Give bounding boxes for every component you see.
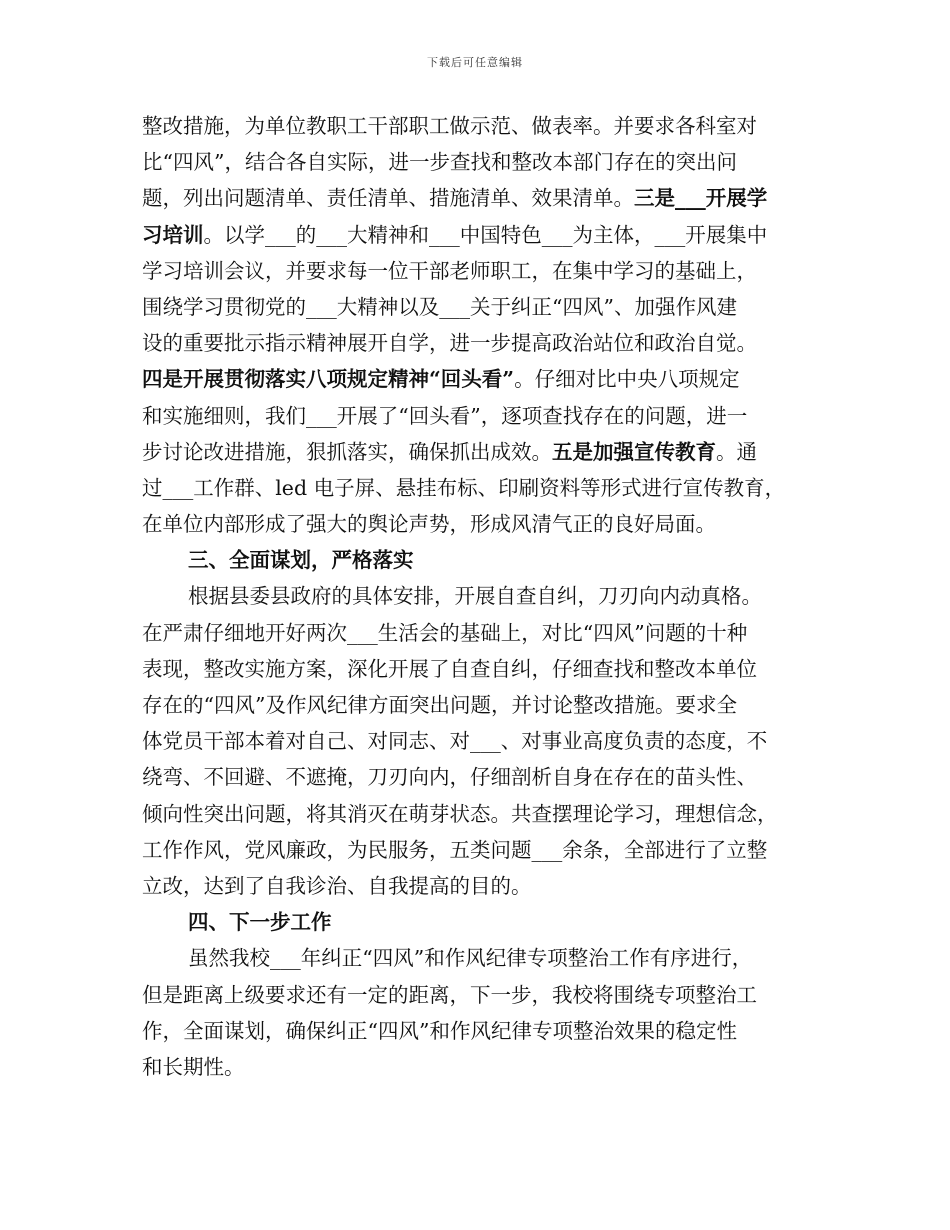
body-text: 步讨论改进措施，狠抓落实，确保抓出成效。 bbox=[142, 439, 552, 464]
text-line bbox=[142, 759, 832, 795]
text-line bbox=[142, 651, 832, 687]
body-text: 比“四风”，结合各自实际，进一步查找和整改本部门存在的突出问 bbox=[142, 150, 737, 175]
text-line bbox=[142, 1049, 832, 1085]
body-text: 过___工作群、led 电子屏、悬挂布标、印刷资料等形式进行宣传教育， bbox=[142, 475, 786, 500]
text-line bbox=[142, 868, 832, 904]
body-text: 立改，达到了自我诊治、自我提高的目的。 bbox=[142, 873, 532, 898]
body-text: 围绕学习贯彻党的___大精神以及___关于纠正“四风”、加强作风建 bbox=[142, 294, 737, 319]
text-line bbox=[142, 687, 832, 723]
bold-text: 习培训 bbox=[142, 222, 204, 247]
body-text: 作，全面谋划，确保纠正“四风”和作风纪律专项整治效果的稳定性 bbox=[142, 1018, 737, 1043]
body-text: 工作作风，党风廉政，为民服务，五类问题___余条，全部进行了立整 bbox=[142, 837, 768, 862]
body-text: 倾向性突出问题，将其消灭在萌芽状态。共查摆理论学习，理想信念， bbox=[142, 801, 778, 826]
text-line bbox=[142, 615, 832, 651]
page-header: 下载后可任意编辑 bbox=[427, 56, 523, 69]
body-text: 存在的“四风”及作风纪律方面突出问题，并讨论整改措施。要求全 bbox=[142, 693, 737, 717]
text-line bbox=[142, 578, 832, 614]
text-line bbox=[142, 723, 832, 759]
text-line bbox=[142, 108, 832, 144]
body-text: 绕弯、不回避、不遮掩，刀刃向内，仔细剖析自身在存在的苗头性、 bbox=[142, 765, 757, 790]
body-text: 题，列出问题清单、责任清单、措施清单、效果清单。 bbox=[142, 186, 634, 211]
text-line bbox=[142, 289, 832, 325]
text-line bbox=[142, 470, 832, 506]
text-line bbox=[142, 217, 832, 253]
text-line bbox=[142, 542, 832, 578]
text-line bbox=[142, 253, 832, 289]
body-text: 但是距离上级要求还有一定的距离，下一步，我校将围绕专项整治工 bbox=[142, 982, 757, 1007]
text-line bbox=[142, 325, 832, 361]
text-line bbox=[142, 796, 832, 832]
text-line bbox=[142, 506, 832, 542]
body-text: 和长期性。 bbox=[142, 1054, 245, 1079]
bold-text: 三、全面谋划，严格落实 bbox=[188, 548, 414, 573]
text-line bbox=[142, 977, 832, 1013]
text-line bbox=[142, 1013, 832, 1049]
bold-text: 四是开展贯彻落实八项规定精神“回头看” bbox=[142, 367, 515, 392]
body-text: 在单位内部形成了强大的舆论声势，形成风清气正的良好局面。 bbox=[142, 512, 716, 537]
body-text: 表现，整改实施方案，深化开展了自查自纠，仔细查找和整改本单位 bbox=[142, 656, 757, 681]
body-text: 整改措施，为单位教职工干部职工做示范、做表率。并要求各科室对 bbox=[142, 114, 757, 138]
text-line bbox=[142, 832, 832, 868]
text-line bbox=[142, 144, 832, 180]
bold-text: 五是加强宣传教育 bbox=[552, 439, 716, 464]
text-line bbox=[142, 361, 832, 397]
text-line bbox=[142, 904, 832, 940]
body-text: 虽然我校___年纠正“四风”和作风纪律专项整治工作有序进行， bbox=[188, 946, 753, 971]
text-line bbox=[142, 940, 832, 976]
body-text: 学习培训会议，并要求每一位干部老师职工，在集中学习的基础上， bbox=[142, 258, 757, 283]
text-line bbox=[142, 398, 832, 434]
body-text: 根据县委县政府的具体安排，开展自查自纠，刀刃向内动真格。 bbox=[188, 584, 762, 609]
bold-text: 四、下一步工作 bbox=[188, 910, 332, 935]
document-body bbox=[142, 108, 832, 1085]
bold-text: 三是___开展学 bbox=[634, 186, 768, 211]
body-text: 。仔细对比中央八项规定 bbox=[514, 367, 740, 392]
body-text: 在严肃仔细地开好两次___生活会的基础上，对比“四风”问题的十种 bbox=[142, 620, 748, 645]
body-text: 。以学___的___大精神和___中国特色___为主体，___开展集中 bbox=[203, 222, 768, 247]
body-text: 。通 bbox=[716, 439, 757, 464]
body-text: 设的重要批示指示精神展开自学，进一步提高政治站位和政治自觉。 bbox=[142, 331, 757, 356]
body-text: 和实施细则，我们___开展了“回头看”，逐项查找存在的问题，进一 bbox=[142, 403, 748, 428]
text-line bbox=[142, 180, 832, 216]
body-text: 体党员干部本着对自己、对同志、对___、对事业高度负责的态度，不 bbox=[142, 729, 768, 754]
text-line bbox=[142, 434, 832, 470]
